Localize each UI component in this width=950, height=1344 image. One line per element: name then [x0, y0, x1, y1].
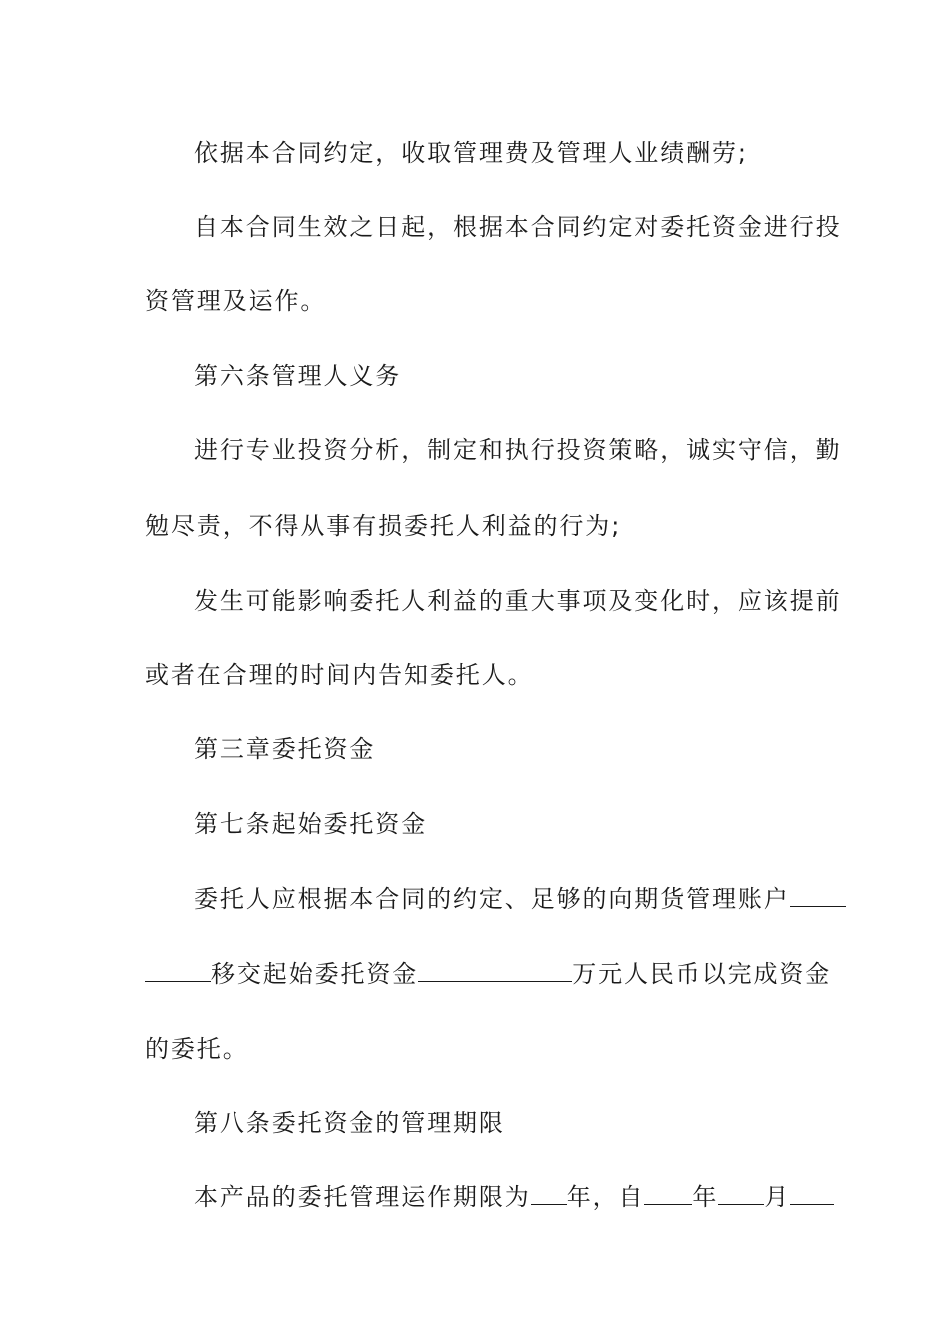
paragraph-manager-rights-fee: 依据本合同约定，收取管理费及管理人业绩酬劳;: [194, 139, 748, 167]
paragraph-term-text-a: 本产品的委托管理运作期限为: [194, 1183, 531, 1211]
paragraph-manager-rights-investment-line2: 资管理及运作。: [145, 287, 327, 315]
article-6-heading: 第六条管理人义务: [194, 362, 402, 390]
paragraph-initial-funds-line1: [194, 883, 846, 915]
paragraph-term-text-d: 月: [764, 1183, 791, 1211]
paragraph-duty-notify-line2: 或者在合理的时间内告知委托人。: [145, 661, 534, 689]
paragraph-term-text-c: 年: [692, 1183, 719, 1211]
start-month-blank: [718, 1182, 764, 1205]
paragraph-duty-notify-line1: 发生可能影响委托人利益的重大事项及变化时，应该提前: [194, 587, 842, 615]
paragraph-initial-funds-line3: 的委托。: [145, 1035, 249, 1063]
paragraph-initial-funds-text-c: 万元人民币以完成资金: [572, 960, 832, 988]
article-8-heading: 第八条委托资金的管理期限: [194, 1109, 505, 1137]
paragraph-duty-analysis-line2: 勉尽责，不得从事有损委托人利益的行为;: [145, 512, 622, 540]
article-7-heading: 第七条起始委托资金: [194, 810, 428, 838]
amount-blank: [418, 959, 572, 982]
paragraph-manager-rights-investment-line1: 自本合同生效之日起，根据本合同约定对委托资金进行投: [194, 213, 842, 241]
account-blank-part1: [790, 884, 846, 907]
paragraph-initial-funds-line2: [145, 958, 831, 990]
account-blank-part2: [145, 959, 211, 982]
paragraph-initial-funds-text-a: 委托人应根据本合同的约定、足够的向期货管理账户: [194, 885, 790, 913]
paragraph-term-text-b: 年，自: [566, 1183, 645, 1211]
start-year-blank: [644, 1182, 692, 1205]
paragraph-initial-funds-text-b: 移交起始委托资金: [211, 960, 419, 988]
start-day-blank: [790, 1182, 834, 1205]
paragraph-duty-analysis-line1: 进行专业投资分析，制定和执行投资策略，诚实守信，勤: [194, 436, 842, 464]
chapter-3-heading: 第三章委托资金: [194, 735, 376, 763]
term-years-blank: [531, 1182, 567, 1205]
paragraph-term-line1: [194, 1181, 834, 1213]
